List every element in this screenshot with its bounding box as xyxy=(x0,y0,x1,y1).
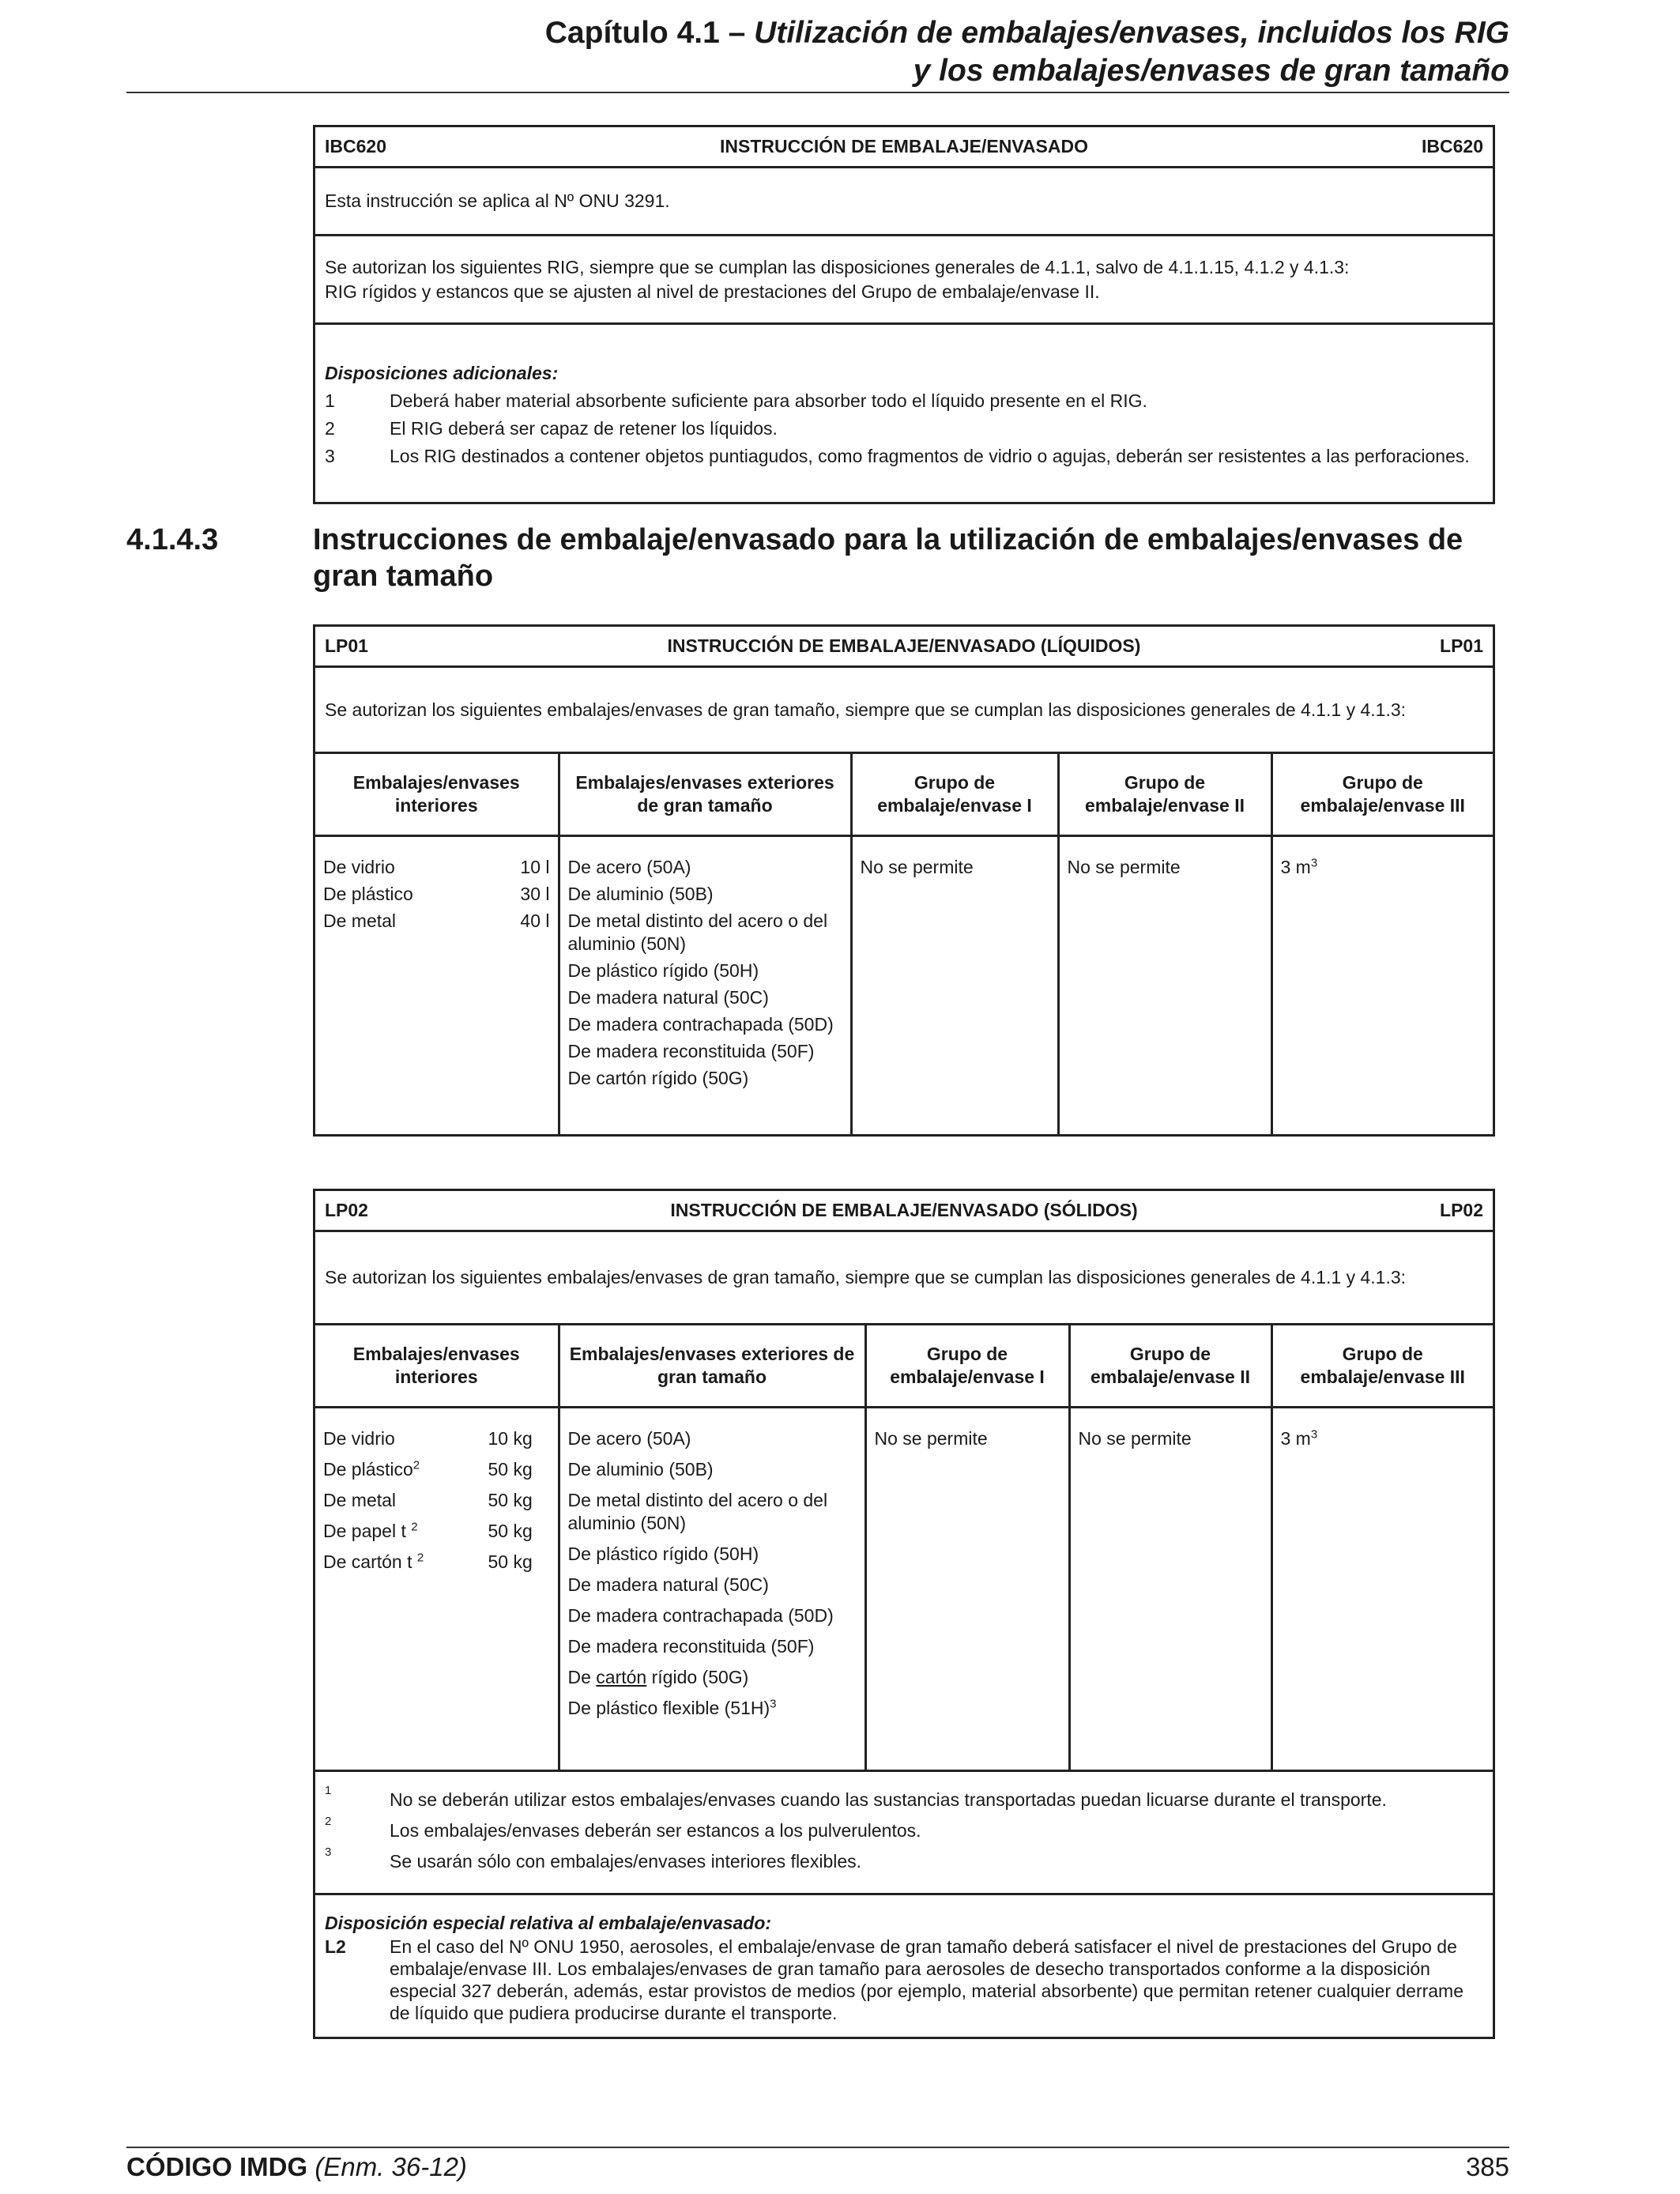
outer-item: De acero (50A) xyxy=(567,1427,691,1449)
col-pg2: Grupo de embalaje/envase II xyxy=(1069,1325,1271,1407)
outer-item: De plástico flexible $(51H)^3$ xyxy=(567,1696,777,1718)
col-pg1: Grupo de embalaje/envase I xyxy=(865,1325,1069,1407)
special-provision xyxy=(325,1936,1483,2024)
table-row xyxy=(315,1407,1493,1770)
lp02-code-left: LP02 xyxy=(325,1200,368,1220)
page-number: 385 xyxy=(1465,2152,1509,2181)
lp02-box xyxy=(313,1189,1495,2039)
col-outer: Embalajes/envases exteriores de gran tamaño xyxy=(559,1325,865,1407)
outer-item: De cartón rígido (50G) xyxy=(567,1067,749,1088)
outer-item: De plástico rígido (50H) xyxy=(567,959,759,981)
ibc620-header-row xyxy=(315,127,1493,168)
chapter-title-line1: Utilización de embalajes/envases, incluidos los RIG xyxy=(754,16,1509,50)
ibc620-heading: INSTRUCCIÓN DE EMBALAJE/ENVASADO xyxy=(720,136,1088,156)
ibc620-code-left: IBC620 xyxy=(325,136,386,156)
outer-item: De plástico rígido (50H) xyxy=(567,1543,759,1564)
lp02-special-row xyxy=(315,1895,1493,2037)
inner-item: De cartón t $^2$ 50 kg xyxy=(323,1550,533,1572)
col-pg2: Grupo de embalaje/envase II xyxy=(1058,754,1271,835)
col-pg3: Grupo de embalaje/envase III xyxy=(1271,754,1493,835)
lp02-header-row xyxy=(315,1191,1493,1232)
ibc620-applies-text: Esta instrucción se aplica al Nº ONU 3291. xyxy=(325,190,670,211)
lp02-code-right: LP02 xyxy=(1440,1200,1483,1220)
ibc620-authorized-line1: Se autorizan los siguientes RIG, siempre que se cumplan las disposiciones generales de 4.1.1, salvo de 4.1.1.15, 4.1.2 y 4.1.3: xyxy=(325,256,1350,277)
col-pg1: Grupo de embalaje/envase I xyxy=(851,754,1058,835)
ibc620-authorized-row xyxy=(315,236,1493,325)
special-text: En el caso del Nº ONU 1950, aerosoles, el embalaje/envase de gran tamaño deberá satisfacer el nivel de prestaciones del Grupo de embalaje/envase III. Los embalajes/envases de gran tamaño para aerosoles de desecho transportados conforme a la disposición especial 327 deberán, además, estar provistos de medios (por ejemplo, material absorbente) que permitan retener cualquier derrame de líquido que pudiera producirse durante el transporte. xyxy=(390,1936,1464,2023)
lp02-table-header xyxy=(315,1325,1493,1407)
section-number: 4.1.4.3 xyxy=(126,523,219,556)
pg1-cell: No se permite xyxy=(865,1407,1069,1770)
lp01-code-left: LP01 xyxy=(325,635,368,656)
inner-item: De vidrio 10 l xyxy=(323,856,550,877)
inner-item: De papel t $^2$ 50 kg xyxy=(323,1519,533,1541)
lp01-heading: INSTRUCCIÓN DE EMBALAJE/ENVASADO (LÍQUIDOS) xyxy=(667,635,1141,656)
outer-item: De madera contrachapada (50D) xyxy=(567,1604,834,1626)
chapter-header xyxy=(126,14,1509,90)
lp02-heading: INSTRUCCIÓN DE EMBALAJE/ENVASADO (SÓLIDOS) xyxy=(670,1200,1138,1220)
outer-item: De aluminio (50B) xyxy=(567,1458,714,1480)
outer-item: De madera contrachapada (50D) xyxy=(567,1013,834,1035)
ibc620-code-right: IBC620 xyxy=(1422,136,1483,156)
outer-item: De madera natural (50C) xyxy=(567,1574,769,1595)
inner-item: De metal 40 l xyxy=(323,910,550,931)
lp01-table-wrap xyxy=(315,754,1493,1134)
lp02-authorized-row xyxy=(315,1232,1493,1325)
footnote-item: $^3$ Se usarán sólo con embalajes/envases interiores flexibles. xyxy=(325,1845,862,1872)
inner-cell xyxy=(315,1407,559,1770)
ibc620-additional-row xyxy=(315,325,1493,502)
pg2-cell: No se permite xyxy=(1069,1407,1271,1770)
outer-item: De madera natural (50C) xyxy=(567,986,769,1008)
lp01-header-row xyxy=(315,627,1493,668)
pg1-cell: No se permite xyxy=(851,835,1058,1134)
footnote-item: $^2$ Los embalajes/envases deberán ser estancos a los pulverulentos. xyxy=(325,1815,921,1841)
outer-item: De metal distinto del acero o del aluminio (50N) xyxy=(567,910,828,954)
lp01-authorized-row xyxy=(315,668,1493,754)
provision-item: 3 Los RIG destinados a contener objetos puntiagudos, como fragmentos de vidrio o agujas, deberán ser resistentes a las perforaciones. xyxy=(325,446,1470,466)
lp02-footnotes-row xyxy=(315,1772,1493,1895)
special-code: L2 xyxy=(325,1936,346,1957)
inner-item: De metal 50 kg xyxy=(323,1489,533,1510)
lp01-box xyxy=(313,624,1495,1137)
lp02-table xyxy=(315,1325,1493,1770)
ibc620-applies-row xyxy=(315,168,1493,236)
outer-cell xyxy=(559,1407,865,1770)
outer-item: De madera reconstituida (50F) xyxy=(567,1040,815,1061)
provision-item: 1 Deberá haber material absorbente suficiente para absorber todo el líquido presente en el RIG. xyxy=(325,390,1147,411)
lp02-special-title: Disposición especial relativa al embalaje/envasado: xyxy=(325,1913,772,1933)
pg3-cell: 3 $m^3$ xyxy=(1280,855,1318,877)
outer-item: De cartón rígido (50G) xyxy=(567,1666,749,1687)
lp01-table-header xyxy=(315,754,1493,835)
col-outer: Embalajes/envases exteriores de gran tamaño xyxy=(559,754,851,835)
footer-rule xyxy=(126,2147,1509,2148)
inner-item: De plástico 30 l xyxy=(323,883,550,904)
section-title: Instrucciones de embalaje/envasado para la utilización de embalajes/envases de gran tamaño xyxy=(313,523,1463,593)
lp01-authorized-text: Se autorizan los siguientes embalajes/envases de gran tamaño, siempre que se cumplan las disposiciones generales de 4.1.1 y 4.1.3: xyxy=(325,699,1407,720)
inner-cell xyxy=(315,835,559,1134)
ibc620-box xyxy=(313,125,1495,504)
chapter-number: Capítulo 4.1 – xyxy=(544,16,746,50)
ibc620-additional-title: Disposiciones adicionales: xyxy=(325,363,559,383)
page-footer xyxy=(126,2151,1509,2183)
footer-code: CÓDIGO IMDG (Enm. 36-12) xyxy=(126,2152,467,2181)
table-row xyxy=(315,835,1493,1134)
ibc620-authorized-line2: RIG rígidos y estancos que se ajusten al nivel de prestaciones del Grupo de embalaje/envase II. xyxy=(325,281,1100,302)
provision-item: 2 El RIG deberá ser capaz de retener los líquidos. xyxy=(325,418,778,439)
outer-cell xyxy=(559,835,851,1134)
outer-item: De metal distinto del acero o del aluminio (50N) xyxy=(567,1489,828,1533)
pg2-cell: No se permite xyxy=(1058,835,1271,1134)
col-pg3: Grupo de embalaje/envase III xyxy=(1271,1325,1493,1407)
lp01-table xyxy=(315,754,1493,1134)
inner-item: De plástico$^2$ 50 kg xyxy=(323,1457,533,1480)
footnote-item: $^1$ No se deberán utilizar estos embalajes/envases cuando las sustancias transportadas puedan licuarse durante el transporte. xyxy=(325,1784,1387,1810)
lp01-code-right: LP01 xyxy=(1440,635,1483,656)
outer-item: De aluminio (50B) xyxy=(567,883,714,904)
pg3-cell: 3 $m^3$ xyxy=(1280,1427,1318,1449)
outer-item: De madera reconstituida (50F) xyxy=(567,1635,815,1657)
col-inner: Embalajes/envases interiores xyxy=(315,1325,559,1407)
lp02-authorized-text: Se autorizan los siguientes embalajes/envases de gran tamaño, siempre que se cumplan las disposiciones generales de 4.1.1 y 4.1.3: xyxy=(325,1267,1407,1287)
header-rule xyxy=(126,92,1509,93)
lp02-table-wrap xyxy=(315,1325,1493,1772)
chapter-title-line2: y los embalajes/envases de gran tamaño xyxy=(913,54,1509,88)
inner-item: De vidrio 10 kg xyxy=(323,1427,533,1449)
outer-item: De acero (50A) xyxy=(567,856,691,877)
col-inner: Embalajes/envases interiores xyxy=(315,754,559,835)
